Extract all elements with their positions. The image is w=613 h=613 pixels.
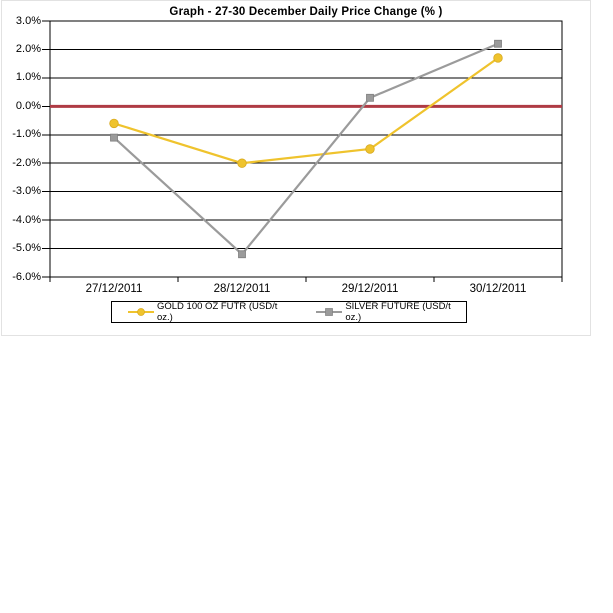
silver-point [495,40,502,47]
y-axis-tick-label: -3.0% [12,185,41,198]
y-axis-tick-label: 3.0% [15,14,41,27]
silver-line-marker-icon [316,307,342,317]
legend-label-gold: GOLD 100 OZ FUTR (USD/t oz.) [157,301,278,323]
x-axis-date-label: 28/12/2011 [213,283,271,295]
legend-item-silver [316,301,466,323]
gold-point [110,119,119,128]
y-axis-tick-label: -4.0% [12,213,41,226]
gold-line [114,58,498,163]
silver-point [367,94,374,101]
y-axis-tick-label: 0.0% [15,99,41,112]
y-axis-tick-label: 2.0% [15,42,41,55]
y-axis-tick-label: -5.0% [12,242,41,255]
silver-series [111,40,502,257]
gold-point [494,54,503,63]
x-axis-date-label: 30/12/2011 [469,283,527,295]
gold-series [110,54,503,168]
x-axis-date-label: 27/12/2011 [85,283,143,295]
gridlines [42,21,562,282]
y-axis-tick-label: -2.0% [12,156,41,169]
y-axis-tick-label: 1.0% [15,71,41,84]
gold-point [238,159,247,168]
y-axis-tick-label: -1.0% [12,128,41,141]
gold-line-marker-icon [128,307,154,317]
legend-label-silver: SILVER FUTURE (USD/t oz.) [345,301,451,323]
legend [111,301,467,323]
x-axis-date-label: 29/12/2011 [341,283,399,295]
silver-point [111,134,118,141]
gold-point [366,145,375,154]
silver-point [239,251,246,258]
y-axis-tick-label: -6.0% [12,270,41,283]
legend-item-gold [128,301,292,323]
chart-title: Graph - 27-30 December Daily Price Change (% ) [169,6,443,18]
silver-line [114,44,498,254]
